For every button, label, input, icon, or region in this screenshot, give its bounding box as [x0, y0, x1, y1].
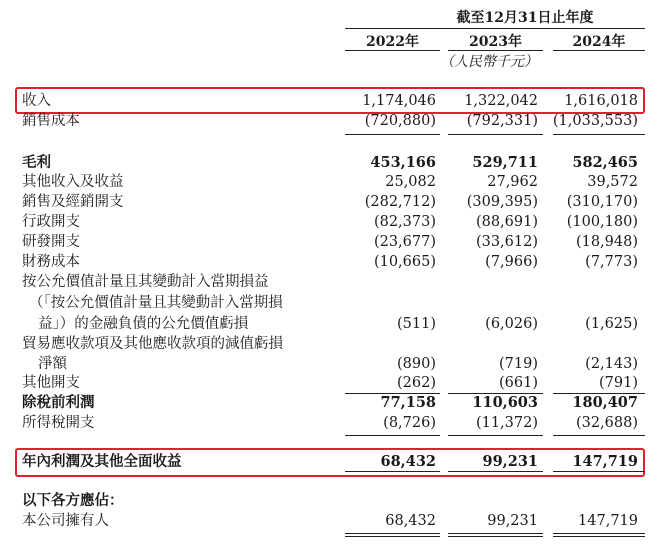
year-header-2024: 2024年	[572, 34, 626, 50]
final-rule-b-2024	[553, 536, 645, 537]
row-label-cost-of-sales: 銷售成本	[22, 113, 80, 129]
row-label-profit-before-tax: 除稅前利潤	[22, 394, 95, 411]
row-label-gross-profit: 毛利	[22, 154, 51, 171]
owners-2023: 99,231	[487, 513, 538, 529]
other-income-2022: 25,082	[385, 174, 436, 190]
cost-of-sales-2022: (720,880)	[364, 113, 436, 129]
net-rule-2024	[553, 435, 645, 436]
admin-expenses-2022: (82,373)	[373, 214, 436, 230]
final-rule-a-2022	[345, 533, 440, 534]
admin-expenses-2023: (88,691)	[475, 214, 538, 230]
fvtpl-loss-2023: (6,026)	[485, 316, 538, 332]
profit-for-year-2024: 147,719	[572, 453, 638, 470]
other-expenses-2022: (262)	[397, 375, 436, 391]
selling-expenses-2022: (282,712)	[364, 194, 436, 210]
final-rule-b-2022	[345, 536, 440, 537]
fvtpl-loss-2024: (1,625)	[585, 316, 638, 332]
row-label-other-income: 其他收入及收益	[22, 174, 124, 190]
profit-for-year-2023: 99,231	[482, 453, 538, 470]
other-income-2024: 39,572	[587, 174, 638, 190]
finance-costs-2022: (10,665)	[373, 254, 436, 270]
subtotal-rule-2024	[553, 134, 645, 135]
gross-profit-2024: 582,465	[572, 154, 638, 171]
impairment-2022: (890)	[397, 356, 436, 372]
double-rule-top-2024	[553, 471, 645, 472]
rd-expenses-2024: (18,948)	[575, 234, 638, 250]
gross-profit-2022: 453,166	[370, 154, 436, 171]
row-label-revenue: 收入	[22, 93, 51, 109]
subtotal-rule-2022	[345, 134, 440, 135]
net-rule-2022	[345, 435, 440, 436]
owners-2024: 147,719	[578, 513, 638, 529]
header-rule	[345, 28, 645, 29]
row-label-fvtpl-line3: 益」）的金融負債的公允價值虧損	[38, 316, 249, 332]
row-label-fvtpl-line2: （「按公允價值計量且其變動計入當期損	[29, 295, 283, 311]
row-label-other-expenses: 其他開支	[22, 375, 80, 391]
revenue-2023: 1,322,042	[464, 93, 538, 109]
finance-costs-2024: (7,773)	[585, 254, 638, 270]
row-label-selling-expenses: 銷售及經銷開支	[22, 194, 124, 210]
admin-expenses-2024: (100,180)	[566, 214, 638, 230]
subtotal-rule-2023	[448, 134, 543, 135]
period-header: 截至12月31日止年度	[456, 10, 594, 26]
other-expenses-2024: (791)	[599, 375, 638, 391]
year-rule-2023	[448, 50, 543, 51]
profit-before-tax-2022: 77,158	[380, 394, 436, 411]
revenue-2024: 1,616,018	[564, 93, 638, 109]
owners-2022: 68,432	[385, 513, 436, 529]
income-tax-2022: (8,726)	[383, 415, 436, 431]
final-rule-a-2024	[553, 533, 645, 534]
year-header-2022: 2022年	[366, 34, 419, 50]
profit-before-tax-2023: 110,603	[472, 394, 538, 411]
row-label-income-tax: 所得稅開支	[22, 415, 95, 431]
selling-expenses-2023: (309,395)	[466, 194, 538, 210]
impairment-2023: (719)	[499, 356, 538, 372]
impairment-2024: (2,143)	[585, 356, 638, 372]
row-label-finance-costs: 財務成本	[22, 254, 80, 270]
other-expenses-2023: (661)	[499, 375, 538, 391]
attributable-heading: 以下各方應佔：	[22, 492, 124, 509]
profit-for-year-2022: 68,432	[380, 453, 436, 470]
cost-of-sales-2023: (792,331)	[466, 113, 538, 129]
year-rule-2024	[553, 50, 645, 51]
cost-of-sales-2024: (1,033,553)	[552, 113, 638, 129]
income-tax-2024: (32,688)	[575, 415, 638, 431]
finance-costs-2023: (7,966)	[485, 254, 538, 270]
final-rule-a-2023	[448, 533, 543, 534]
revenue-2022: 1,174,046	[362, 93, 436, 109]
rd-expenses-2022: (23,677)	[373, 234, 436, 250]
row-label-profit-for-year: 年內利潤及其他全面收益	[22, 453, 182, 470]
row-label-owners: 本公司擁有人	[22, 513, 109, 529]
gross-profit-2023: 529,711	[472, 154, 538, 171]
income-tax-2023: (11,372)	[475, 415, 538, 431]
row-label-rd-expenses: 研發開支	[22, 234, 80, 250]
double-rule-top-2022	[345, 471, 440, 472]
rd-expenses-2023: (33,612)	[475, 234, 538, 250]
row-label-impairment-line2: 淨額	[38, 356, 67, 372]
row-label-impairment-line1: 貿易應收款項及其他應收款項的減值虧損	[22, 336, 283, 352]
profit-before-tax-2024: 180,407	[572, 394, 638, 411]
fvtpl-loss-2022: (511)	[397, 316, 436, 332]
selling-expenses-2024: (310,170)	[566, 194, 638, 210]
net-rule-2023	[448, 435, 543, 436]
year-header-2023: 2023年	[469, 34, 522, 50]
other-income-2023: 27,962	[487, 174, 538, 190]
double-rule-top-2023	[448, 471, 543, 472]
row-label-fvtpl-line1: 按公允價值計量且其變動計入當期損益	[22, 274, 269, 290]
unit-label: （人民幣千元）	[440, 54, 538, 70]
row-label-admin-expenses: 行政開支	[22, 214, 80, 230]
final-rule-b-2023	[448, 536, 543, 537]
year-rule-2022	[345, 50, 440, 51]
